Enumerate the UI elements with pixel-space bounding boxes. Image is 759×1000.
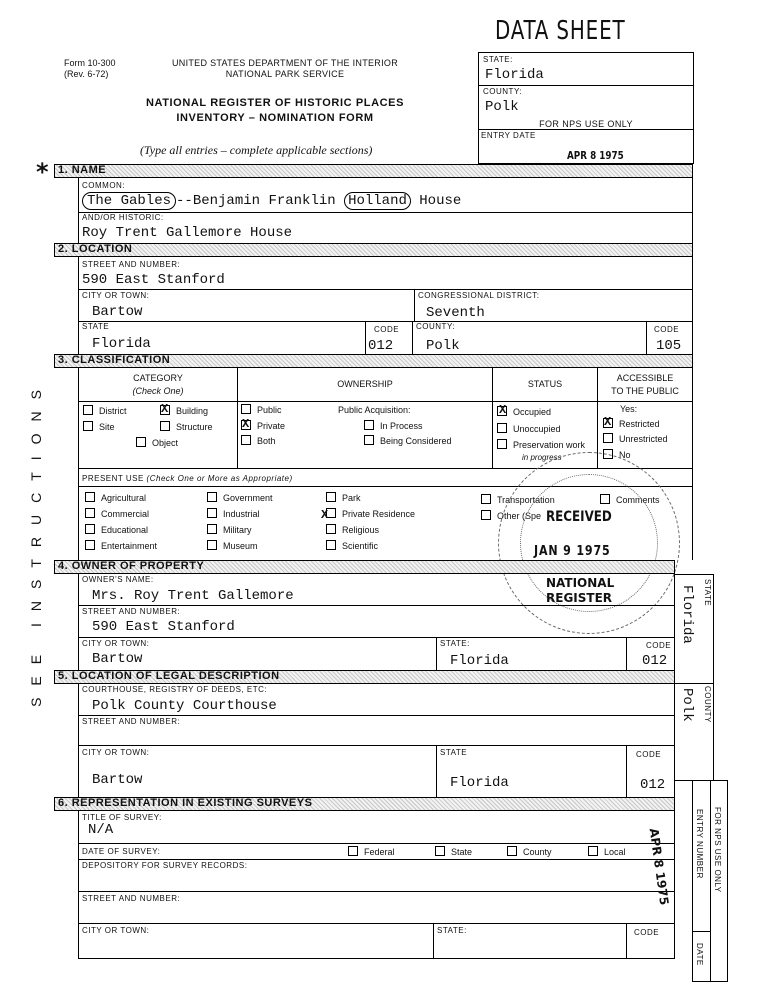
district-label: CONGRESSIONAL DISTRICT: [418, 291, 540, 300]
checkbox-public[interactable] [241, 404, 282, 415]
survey-city-label: CITY OR TOWN: [82, 926, 150, 935]
divider [479, 85, 693, 86]
divider [78, 811, 79, 959]
legal-street-label: STREET AND NUMBER: [82, 717, 181, 726]
data-sheet-title: DATA SHEET [495, 16, 626, 46]
side-date: DATE [695, 943, 704, 966]
survey-state-label: STATE: [437, 926, 467, 935]
owner-city-value: Bartow [92, 651, 143, 667]
divider [710, 781, 711, 981]
agency-header [140, 58, 430, 80]
side-county-value: Polk [679, 688, 695, 722]
survey-state[interactable] [435, 846, 472, 857]
check-mark-restricted: X [604, 415, 612, 429]
side-county-box [674, 682, 714, 781]
checkbox[interactable] [136, 437, 146, 447]
checkbox-object[interactable] [136, 437, 178, 448]
nps-county-label: COUNTY: [483, 87, 523, 96]
divider [78, 401, 693, 402]
option-label: Educational [101, 525, 149, 535]
section-legal-title: 5. LOCATION OF LEGAL DESCRIPTION [58, 670, 280, 682]
survey-title-value: N/A [88, 822, 114, 838]
section-classification-title: 3. CLASSIFICATION [58, 354, 171, 366]
location-county-value: Polk [426, 338, 460, 354]
section-survey-title: 6. REPRESENTATION IN EXISTING SURVEYS [58, 797, 313, 809]
divider [436, 745, 437, 797]
checkbox-structure[interactable] [160, 421, 213, 432]
department-name: UNITED STATES DEPARTMENT OF THE INTERIOR [171, 58, 399, 68]
form-revision: (Rev. 6-72) [64, 69, 109, 79]
option-label: Comments [616, 495, 660, 505]
side-state-box [674, 574, 714, 684]
owner-name-value: Mrs. Roy Trent Gallemore [92, 588, 294, 604]
section-classification-band [54, 354, 693, 368]
common-name-separator: -- [176, 193, 193, 209]
section-survey-band [54, 797, 675, 811]
checkbox[interactable] [85, 540, 95, 550]
option-label: Preservation work [513, 440, 586, 450]
common-name-label: COMMON: [82, 181, 126, 190]
courthouse-value: Polk County Courthouse [92, 698, 277, 714]
owner-city-label: CITY OR TOWN: [82, 639, 150, 648]
checkbox[interactable] [507, 846, 517, 856]
entry-date-label: ENTRY DATE [481, 131, 536, 140]
option-label: Occupied [513, 407, 552, 417]
owner-state-value: Florida [450, 653, 509, 669]
use-military[interactable] [207, 524, 252, 535]
check-mark-building: X [161, 402, 169, 416]
side-instructions [20, 378, 44, 718]
survey-title-label: TITLE OF SURVEY: [82, 813, 162, 822]
checkbox[interactable] [326, 540, 336, 550]
use-industrial[interactable] [207, 508, 260, 519]
divider [692, 257, 693, 355]
checkbox[interactable] [348, 846, 358, 856]
use-park[interactable] [326, 492, 361, 503]
option-label: Park [342, 493, 361, 503]
option-label: District [99, 406, 127, 416]
checkbox-being-considered[interactable] [364, 435, 452, 446]
historic-name-value: Roy Trent Gallemore House [82, 225, 293, 241]
owner-state-label: STATE: [440, 639, 470, 648]
divider [78, 605, 674, 606]
legal-code-value: 012 [640, 777, 666, 793]
checkbox[interactable] [603, 433, 613, 443]
divider [78, 321, 693, 322]
section-owner-band [54, 560, 675, 574]
side-county-label: COUNTY [703, 686, 712, 723]
section-owner-title: 4. OWNER OF PROPERTY [58, 560, 205, 572]
common-name-part2: Benjamin Franklin [192, 193, 336, 209]
survey-date-label: DATE OF SURVEY: [82, 847, 161, 856]
option-label: Commercial [101, 509, 150, 519]
use-private-residence[interactable] [326, 508, 415, 519]
divider [412, 321, 413, 355]
use-government[interactable] [207, 492, 273, 503]
form-number [64, 58, 116, 80]
option-label: Government [223, 493, 273, 503]
owner-street-label: STREET AND NUMBER: [82, 607, 181, 616]
check-mark-occupied: X [499, 403, 507, 417]
present-use-header [82, 474, 293, 483]
option-label: Transportation [497, 495, 555, 505]
check-mark-private-residence: X [321, 508, 329, 522]
nps-box [478, 52, 694, 164]
option-label: Museum [223, 541, 258, 551]
checkbox[interactable] [83, 405, 93, 415]
apr-date-stamp: APR 8 1975 [646, 827, 672, 907]
use-entertainment[interactable] [85, 540, 157, 551]
divider [78, 715, 674, 716]
checkbox[interactable] [85, 492, 95, 502]
section-name-title: 1. NAME [58, 164, 107, 176]
state-code-label: CODE [374, 325, 400, 334]
form-instructions: (Type all entries – complete applicable sections) [140, 143, 373, 157]
option-label: Industrial [223, 509, 260, 519]
courthouse-label: COURTHOUSE, REGISTRY OF DEEDS, ETC: [82, 685, 268, 694]
handwritten-asterisk: * [36, 158, 49, 186]
nps-state-value: Florida [485, 67, 544, 83]
check-one-label: (Check One) [132, 386, 184, 396]
divider [646, 321, 647, 355]
divider [78, 891, 674, 892]
option-label: Public [257, 405, 282, 415]
option-label: No [619, 450, 631, 460]
use-agricultural[interactable] [85, 492, 146, 503]
divider [479, 129, 693, 130]
divider [433, 923, 434, 959]
option-label: State [451, 847, 473, 857]
option-label: Site [99, 422, 115, 432]
location-state-label: STATE [82, 322, 110, 331]
option-label: Other (Spe [497, 511, 542, 521]
divider [626, 637, 627, 670]
side-state-label: STATE [703, 579, 712, 607]
location-city-value: Bartow [92, 304, 143, 320]
present-use-label: PRESENT USE [82, 474, 144, 483]
checkbox[interactable] [326, 492, 336, 502]
nps-county-value: Polk [485, 99, 519, 115]
divider [78, 257, 79, 355]
side-state-value: Florida [679, 585, 695, 644]
owner-name-label: OWNER'S NAME: [82, 575, 154, 584]
option-label: Being Considered [380, 436, 452, 446]
national-register-stamp [546, 576, 615, 606]
side-nps-box [692, 780, 728, 982]
category-label: CATEGORY [133, 373, 183, 383]
check-mark-private: X [242, 417, 250, 431]
option-label: Both [257, 436, 276, 446]
option-label: In Process [380, 421, 423, 431]
checkbox[interactable] [207, 508, 217, 518]
divider [626, 923, 627, 959]
use-religious[interactable] [326, 524, 379, 535]
checkbox[interactable] [588, 846, 598, 856]
divider [414, 289, 415, 321]
section-location-band [54, 243, 693, 257]
side-instructions-text: SEE INSTRUCTIONS [28, 378, 44, 707]
legal-state-value: Florida [450, 775, 509, 791]
option-label: Object [152, 438, 179, 448]
divider [78, 289, 693, 290]
checkbox-both[interactable] [241, 435, 276, 446]
status-label: STATUS [527, 379, 563, 389]
historic-name-label: AND/OR HISTORIC: [82, 213, 164, 222]
survey-federal[interactable] [348, 846, 395, 857]
use-commercial[interactable] [85, 508, 149, 519]
common-name-value [82, 193, 461, 209]
survey-county[interactable] [507, 846, 552, 857]
location-city-label: CITY OR TOWN: [82, 291, 150, 300]
form-number-text: Form 10-300 [64, 58, 116, 68]
option-label: Structure [176, 422, 213, 432]
checkbox[interactable] [435, 846, 445, 856]
checkbox-restricted[interactable] [603, 418, 660, 429]
divider [78, 745, 674, 746]
owner-code-label: CODE [646, 641, 672, 650]
checkbox[interactable] [85, 508, 95, 518]
owner-code-value: 012 [642, 653, 668, 669]
checkbox-unrestricted[interactable] [603, 433, 668, 444]
category-header [79, 372, 237, 398]
legal-state-label: STATE [440, 748, 468, 757]
checkbox-district[interactable] [83, 405, 127, 416]
divider [78, 859, 674, 860]
location-state-value: Florida [92, 336, 151, 352]
common-name-part4: House [419, 193, 462, 209]
option-label: Federal [364, 847, 395, 857]
checkbox-in-process[interactable] [364, 420, 423, 431]
option-label: Local [604, 847, 626, 857]
divider [78, 637, 674, 638]
checkbox[interactable] [481, 494, 491, 504]
divider [78, 684, 79, 797]
option-label: Building [176, 406, 209, 416]
side-nps-use: FOR NPS USE ONLY [713, 807, 722, 893]
stamp-register: REGISTER [546, 591, 613, 605]
state-code-value: 012 [368, 338, 394, 354]
location-county-label: COUNTY: [416, 322, 456, 331]
checkbox[interactable] [364, 435, 374, 445]
checkbox[interactable] [83, 421, 93, 431]
in-progress-label: in progress [522, 453, 562, 462]
district-value: Seventh [426, 305, 485, 321]
legal-city-value: Bartow [92, 772, 143, 788]
option-label: Religious [342, 525, 380, 535]
divider [365, 321, 366, 355]
location-street-value: 590 East Stanford [82, 272, 225, 288]
owner-street-value: 590 East Stanford [92, 619, 235, 635]
checkbox[interactable] [160, 421, 170, 431]
nps-state-label: STATE: [483, 55, 513, 64]
county-code-label: CODE [654, 325, 680, 334]
common-name-part1: The Gables [82, 192, 176, 210]
divider [436, 637, 437, 670]
divider [78, 212, 693, 213]
received-stamp-text: RECEIVED [546, 509, 612, 525]
yes-label: Yes: [620, 404, 638, 414]
option-label: Unrestricted [619, 434, 668, 444]
checkbox[interactable] [241, 435, 251, 445]
received-stamp-date: JAN 9 1975 [534, 544, 611, 559]
depository-label: DEPOSITORY FOR SURVEY RECORDS: [82, 861, 248, 870]
nps-use-only: FOR NPS USE ONLY [539, 119, 633, 129]
survey-code-label: CODE [634, 928, 660, 937]
accessible-label: ACCESSIBLE [616, 373, 674, 383]
public-acquisition-label: Public Acquisition: [338, 405, 411, 415]
checkbox[interactable] [497, 423, 507, 433]
section-name-band [54, 164, 693, 178]
divider [693, 931, 710, 932]
county-code-value: 105 [656, 338, 682, 354]
option-label: Unoccupied [513, 424, 561, 434]
option-label: Agricultural [101, 493, 147, 503]
option-label: Military [223, 525, 252, 535]
stamp-national: NATIONAL [546, 576, 615, 590]
checkbox-site[interactable] [83, 421, 115, 432]
checkbox[interactable] [326, 524, 336, 534]
section-location-title: 2. LOCATION [58, 243, 133, 255]
option-label: Private [257, 421, 286, 431]
divider [78, 843, 674, 844]
option-label: Private Residence [342, 509, 416, 519]
checkbox-unoccupied[interactable] [497, 423, 561, 434]
option-label: County [523, 847, 552, 857]
form-title-line2: INVENTORY – NOMINATION FORM [176, 112, 374, 124]
accessible-header [598, 372, 692, 398]
divider [78, 958, 674, 959]
checkbox[interactable] [207, 492, 217, 502]
form-title [110, 96, 440, 126]
use-scientific[interactable] [326, 540, 378, 551]
checkbox[interactable] [481, 510, 491, 520]
present-use-hint: (Check One or More as Appropriate) [146, 474, 293, 483]
survey-local[interactable] [588, 846, 626, 857]
checkbox[interactable] [497, 439, 507, 449]
divider [78, 178, 79, 244]
location-street-label: STREET AND NUMBER: [82, 260, 181, 269]
legal-code-label: CODE [636, 750, 662, 759]
checkbox-preservation[interactable] [497, 439, 585, 450]
form-title-line1: NATIONAL REGISTER OF HISTORIC PLACES [145, 97, 405, 109]
checkbox[interactable] [207, 540, 217, 550]
divider [626, 745, 627, 797]
ownership-label: OWNERSHIP [337, 379, 393, 389]
checkbox[interactable] [241, 404, 251, 414]
entry-date-stamp: APR 8 1975 [567, 149, 624, 162]
side-entry-number: ENTRY NUMBER [695, 809, 704, 879]
checkbox[interactable] [207, 524, 217, 534]
survey-street-label: STREET AND NUMBER: [82, 894, 181, 903]
option-label: Entertainment [101, 541, 158, 551]
checkbox[interactable] [364, 420, 374, 430]
divider [674, 811, 675, 959]
checkbox[interactable] [85, 524, 95, 534]
divider [692, 368, 693, 560]
common-name-part3: Holland [344, 192, 411, 210]
section-legal-band [54, 670, 675, 684]
use-educational[interactable] [85, 524, 148, 535]
to-the-public-label: TO THE PUBLIC [611, 386, 679, 396]
option-label: Restricted [619, 419, 660, 429]
service-name: NATIONAL PARK SERVICE [225, 69, 345, 79]
use-museum[interactable] [207, 540, 258, 551]
legal-city-label: CITY OR TOWN: [82, 748, 150, 757]
divider [692, 178, 693, 244]
option-label: Scientific [342, 541, 379, 551]
divider [78, 923, 674, 924]
divider [78, 574, 79, 670]
